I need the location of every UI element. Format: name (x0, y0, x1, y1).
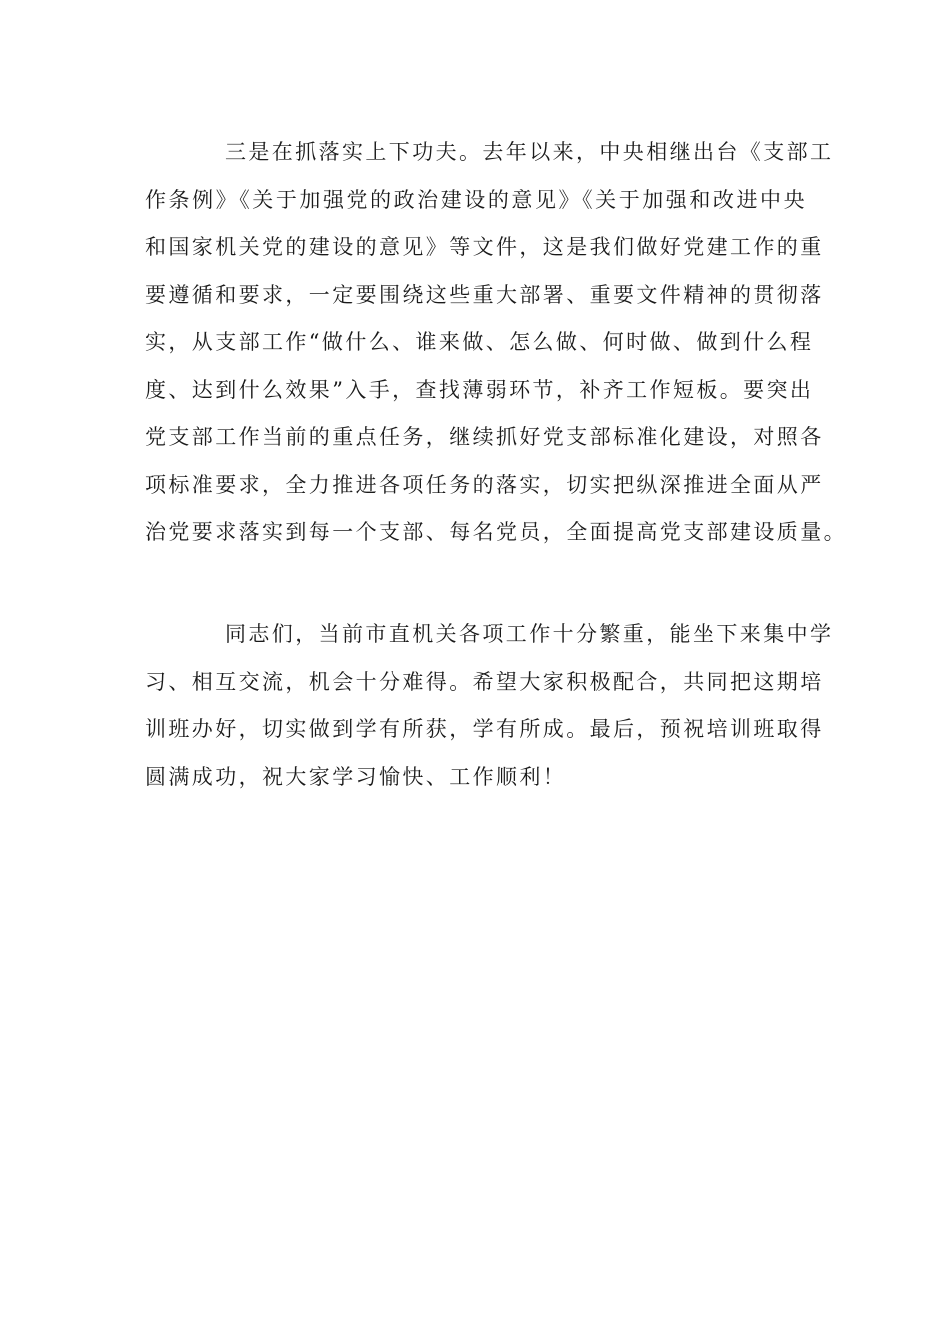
paragraph-line: 治党要求落实到每一个支部、每名党员，全面提高党支部建设质量。 (145, 520, 847, 544)
paragraph-line: 作条例》《关于加强党的政治建设的意见》《关于加强和改进中央 (145, 187, 807, 212)
paragraph-line: 同志们，当前市直机关各项工作十分繁重，能坐下来集中学 (225, 622, 834, 646)
paragraph-line: 三是在抓落实上下功夫。去年以来，中央相继出台《支部工 (225, 140, 834, 164)
paragraph-line: 实，从支部工作“做什么、谁来做、怎么做、何时做、做到什么程 (145, 330, 814, 354)
paragraph-line: 项标准要求，全力推进各项任务的落实，切实把纵深推进全面从严 (145, 472, 824, 497)
paragraph-line: 训班办好，切实做到学有所获，学有所成。最后，预祝培训班取得 (145, 717, 824, 741)
paragraph-line: 度、达到什么效果”入手，查找薄弱环节，补齐工作短板。要突出 (145, 377, 814, 402)
paragraph-line: 和国家机关党的建设的意见》等文件，这是我们做好党建工作的重 (145, 235, 824, 259)
paragraph-line: 习、相互交流，机会十分难得。希望大家积极配合，共同把这期培 (145, 669, 824, 694)
paragraph-closing (145, 611, 834, 801)
paragraph-line: 圆满成功，祝大家学习愉快、工作顺利！ (145, 764, 567, 789)
paragraph-line: 党支部工作当前的重点任务，继续抓好党支部标准化建设，对照各 (145, 425, 824, 449)
paragraph-implementation (145, 129, 847, 557)
paragraph-line: 要遵循和要求，一定要围绕这些重大部署、重要文件精神的贯彻落 (145, 282, 824, 307)
